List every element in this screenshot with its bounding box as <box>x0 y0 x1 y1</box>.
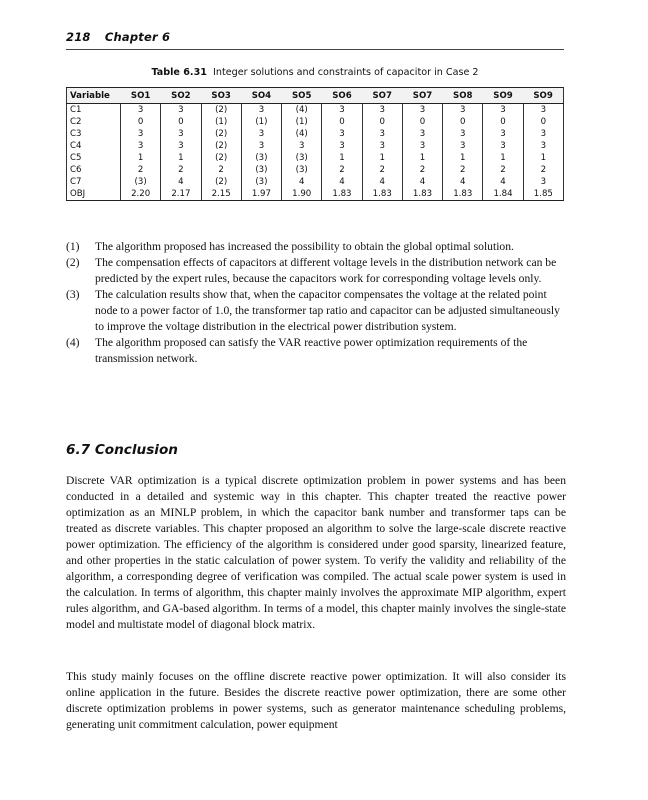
table-cell: 1.83 <box>443 188 483 201</box>
list-item-text: The compensation effects of capacitors at different voltage levels in the distribution network can be predicted by the expert rules, because the capacitors work for corresponding voltage levels only. <box>95 256 557 285</box>
table-cell: 3 <box>443 140 483 152</box>
table-cell: 3 <box>161 104 201 117</box>
table-cell: 2.15 <box>201 188 241 201</box>
table-cell: 3 <box>161 128 201 140</box>
table-cell: 3 <box>121 128 161 140</box>
table-cell: 3 <box>362 140 402 152</box>
table-cell: 3 <box>523 104 563 117</box>
table-cell: 0 <box>483 116 523 128</box>
table-cell: (3) <box>241 164 281 176</box>
table-row <box>67 104 564 117</box>
table-cell: 3 <box>443 128 483 140</box>
list-item-number: (4) <box>66 336 80 349</box>
table-cell: 1 <box>362 152 402 164</box>
list-item <box>66 287 566 335</box>
table-cell: 2 <box>362 164 402 176</box>
table-cell: 1 <box>161 152 201 164</box>
table-cell: 3 <box>161 140 201 152</box>
table-cell: 4 <box>402 176 442 188</box>
list-item <box>66 255 566 287</box>
table-cell: 0 <box>402 116 442 128</box>
table-caption <box>66 67 564 78</box>
header-divider <box>66 49 564 50</box>
table-label: Table 6.31 <box>151 67 207 78</box>
table-cell: 3 <box>523 128 563 140</box>
table-cell: 0 <box>523 116 563 128</box>
table-cell: 4 <box>443 176 483 188</box>
row-label: C2 <box>67 116 121 128</box>
table-row <box>67 188 564 201</box>
table-cell: 0 <box>161 116 201 128</box>
table-cell: 3 <box>523 176 563 188</box>
table-cell: 1.83 <box>402 188 442 201</box>
running-header <box>66 30 564 44</box>
table-cell: 3 <box>483 128 523 140</box>
table-cell: 2 <box>402 164 442 176</box>
section-title: 6.7 Conclusion <box>66 442 178 458</box>
table-cell: 3 <box>322 104 362 117</box>
table-cell: (4) <box>282 128 322 140</box>
list-item <box>66 335 566 367</box>
table-header-row <box>67 88 564 104</box>
table-cell: 4 <box>322 176 362 188</box>
table-cell: (2) <box>201 140 241 152</box>
table-cell: 3 <box>362 128 402 140</box>
table-row <box>67 140 564 152</box>
table-cell: 3 <box>443 104 483 117</box>
table-cell: 1.83 <box>362 188 402 201</box>
table-cell: (3) <box>282 164 322 176</box>
table-cell: (3) <box>241 152 281 164</box>
table-cell: 2.20 <box>121 188 161 201</box>
table-cell: 1.83 <box>322 188 362 201</box>
column-header: Variable <box>67 88 121 104</box>
table-cell: 3 <box>241 128 281 140</box>
column-header: SO5 <box>282 88 322 104</box>
table-row <box>67 176 564 188</box>
table-row <box>67 116 564 128</box>
table-cell: (2) <box>201 176 241 188</box>
table-cell: 3 <box>362 104 402 117</box>
table-cell: 2 <box>483 164 523 176</box>
list-item-text: The algorithm proposed can satisfy the VAR reactive power optimization requirements of the transmission network. <box>95 336 528 365</box>
table-cell: 3 <box>402 140 442 152</box>
table-cell: (4) <box>282 104 322 117</box>
table-cell: 0 <box>362 116 402 128</box>
table-row <box>67 164 564 176</box>
list-item-text: The algorithm proposed has increased the possibility to obtain the global optimal solution. <box>95 240 514 253</box>
table-cell: 4 <box>161 176 201 188</box>
list-item-number: (2) <box>66 256 80 269</box>
column-header: SO4 <box>241 88 281 104</box>
table-cell: 3 <box>402 104 442 117</box>
column-header: SO6 <box>322 88 362 104</box>
page-number: 218 <box>66 30 91 44</box>
table-cell: 2 <box>121 164 161 176</box>
row-label: C5 <box>67 152 121 164</box>
column-header: SO7 <box>362 88 402 104</box>
table-cell: (1) <box>241 116 281 128</box>
table-cell: 1.85 <box>523 188 563 201</box>
table-caption-text: Integer solutions and constraints of capacitor in Case 2 <box>213 67 479 78</box>
table-cell: 0 <box>443 116 483 128</box>
table-cell: 2 <box>201 164 241 176</box>
table-cell: 2 <box>322 164 362 176</box>
table-cell: 3 <box>523 140 563 152</box>
table-cell: 1 <box>443 152 483 164</box>
list-item-number: (1) <box>66 240 80 253</box>
list-item-text: The calculation results show that, when the capacitor compensates the voltage at the related point node to a power factor of 1.0, the transformer tap ratio and capacitor can be adjusted simultaneously to improve the voltage distribution in the electrical power distribution system. <box>95 288 560 333</box>
list-item-number: (3) <box>66 288 80 301</box>
list-item <box>66 239 566 255</box>
table-cell: 4 <box>362 176 402 188</box>
column-header: SO1 <box>121 88 161 104</box>
row-label: OBJ <box>67 188 121 201</box>
table-cell: 0 <box>322 116 362 128</box>
column-header: SO9 <box>523 88 563 104</box>
table-cell: 0 <box>121 116 161 128</box>
row-label: C1 <box>67 104 121 117</box>
table-cell: 1 <box>523 152 563 164</box>
table-cell: 3 <box>241 140 281 152</box>
column-header: SO3 <box>201 88 241 104</box>
table-cell: 1.97 <box>241 188 281 201</box>
table-cell: (1) <box>282 116 322 128</box>
table-cell: 4 <box>483 176 523 188</box>
column-header: SO8 <box>443 88 483 104</box>
row-label: C7 <box>67 176 121 188</box>
table-cell: (2) <box>201 104 241 117</box>
table-cell: 2 <box>443 164 483 176</box>
row-label: C6 <box>67 164 121 176</box>
row-label: C4 <box>67 140 121 152</box>
table-cell: 2.17 <box>161 188 201 201</box>
table-cell: 1 <box>322 152 362 164</box>
table-cell: 3 <box>282 140 322 152</box>
table-row <box>67 128 564 140</box>
column-header: SO9 <box>483 88 523 104</box>
table-cell: 1.90 <box>282 188 322 201</box>
table-cell: (3) <box>282 152 322 164</box>
table-cell: 1.84 <box>483 188 523 201</box>
table-cell: 1 <box>121 152 161 164</box>
table-cell: 2 <box>161 164 201 176</box>
table-cell: 1 <box>483 152 523 164</box>
table-cell: 3 <box>483 104 523 117</box>
table-cell: 3 <box>402 128 442 140</box>
table-row <box>67 152 564 164</box>
solutions-table <box>66 87 564 201</box>
table-cell: 3 <box>483 140 523 152</box>
table-cell: 3 <box>121 140 161 152</box>
row-label: C3 <box>67 128 121 140</box>
conclusion-paragraph-2: This study mainly focuses on the offline discrete reactive power optimization. It will also consider its online application in the future. Besides the discrete reactive power optimization, there are some other discrete optimization problems in power systems, such as generator maintenance scheduling problems, generating unit commitment calculation, power equipment <box>66 670 566 731</box>
table-cell: 3 <box>121 104 161 117</box>
table-cell: (1) <box>201 116 241 128</box>
findings-list <box>66 239 566 367</box>
column-header: SO2 <box>161 88 201 104</box>
table-cell: 3 <box>322 140 362 152</box>
table-cell: 4 <box>282 176 322 188</box>
conclusion-paragraph-1: Discrete VAR optimization is a typical discrete optimization problem in power systems and has been conducted in a detailed and systemic way in this chapter. This chapter treated the reactive power optimization as an MINLP problem, in which the capacitor bank number and transformer taps can be treated as discrete variables. This chapter proposed an algorithm to solve the large-scale discrete reactive power optimization. The efficiency of the algorithm is considered under good sparsity, linearized feature, and other properties in the static calculation of power system. To verify the validity and reliability of the algorithm, a corresponding degree of verification was compiled. The actual scale power system is used in the calculation. In terms of algorithm, this chapter mainly involves the approximate MIP algorithm, expert rules algorithm, and GA-based algorithm. In terms of a model, this chapter mainly involves the single-state model and multistate model of diagonal block matrix. <box>66 474 566 631</box>
table-cell: (2) <box>201 128 241 140</box>
chapter-title: Chapter 6 <box>104 30 171 44</box>
table-cell: 1 <box>402 152 442 164</box>
table-cell: 3 <box>322 128 362 140</box>
table-cell: 3 <box>241 104 281 117</box>
table-cell: 2 <box>523 164 563 176</box>
table-cell: (3) <box>121 176 161 188</box>
table-cell: (3) <box>241 176 281 188</box>
column-header: SO7 <box>402 88 442 104</box>
table-cell: (2) <box>201 152 241 164</box>
